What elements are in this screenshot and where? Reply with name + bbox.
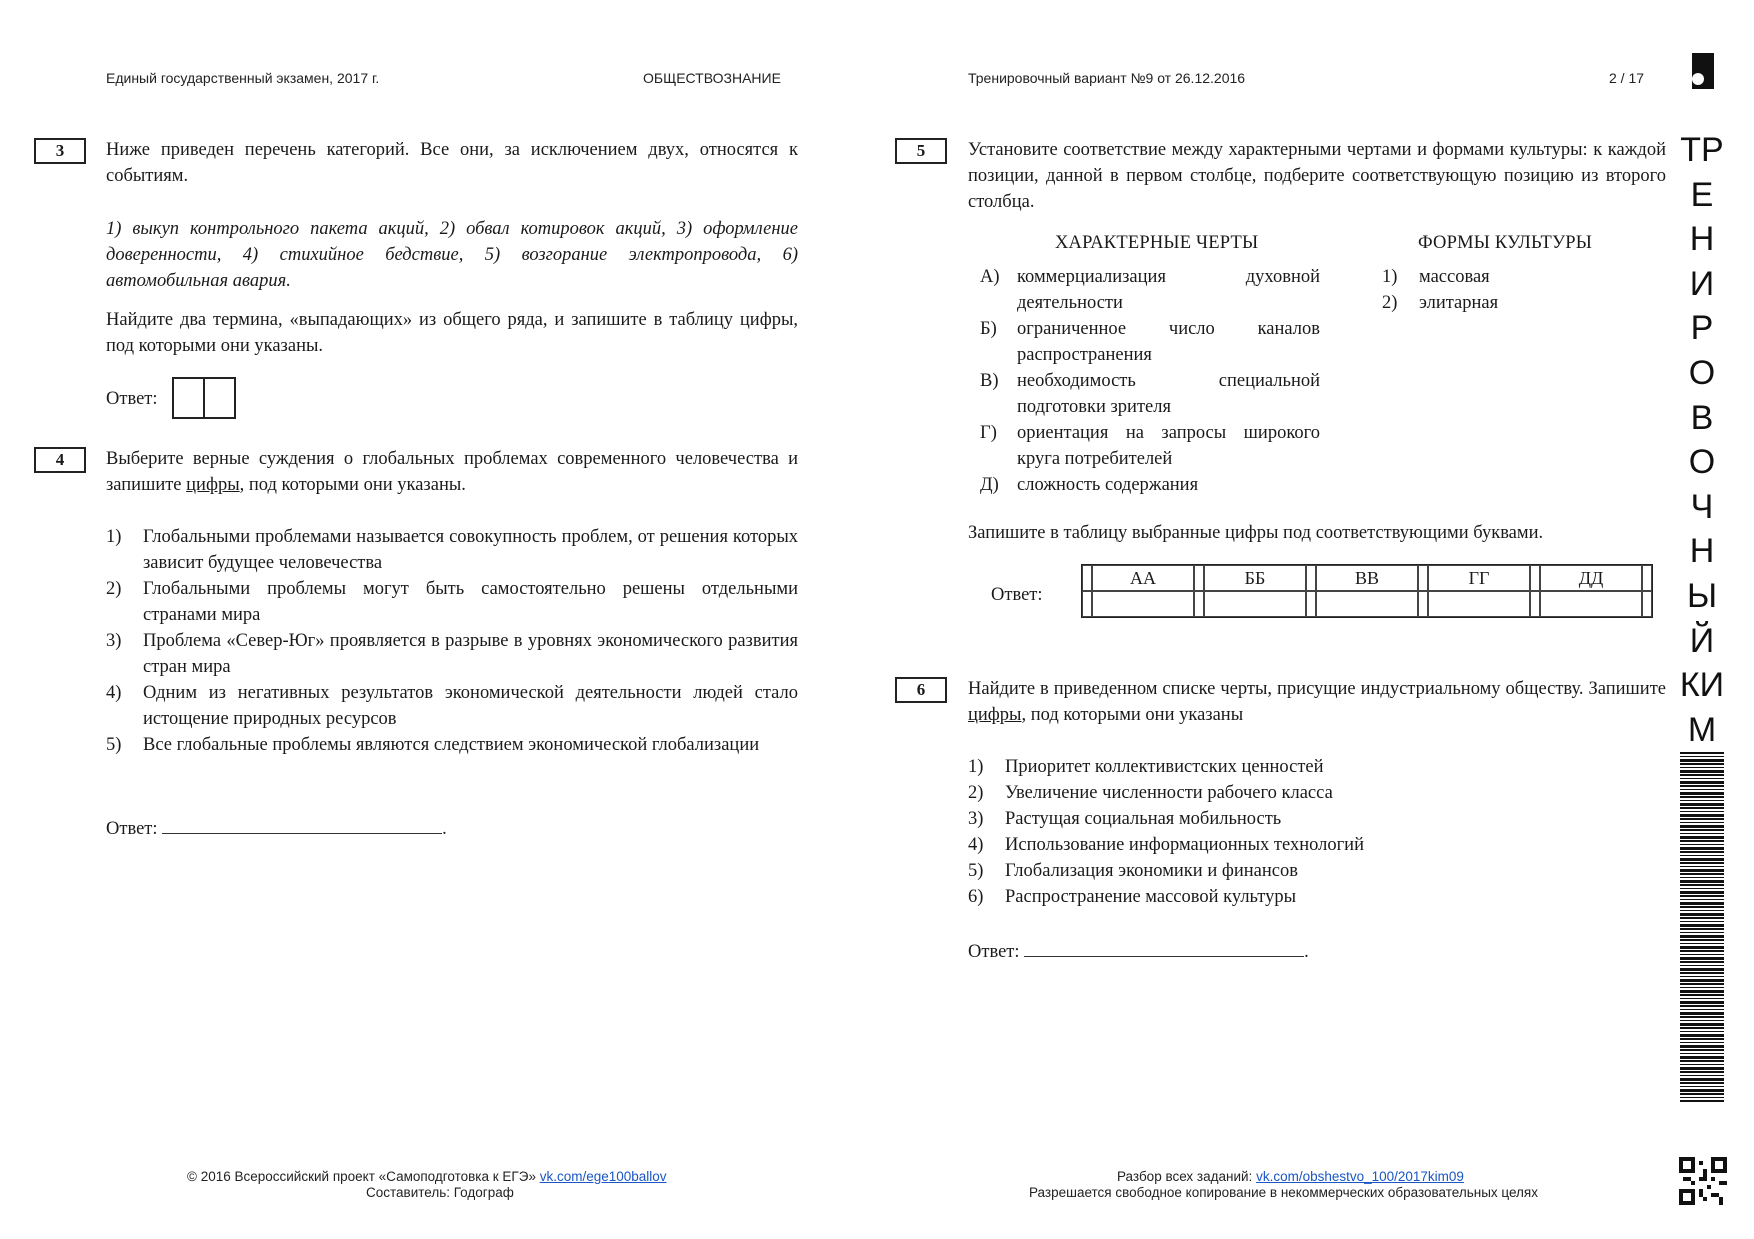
list-item-number: 5) bbox=[968, 861, 984, 881]
list-item bbox=[106, 732, 798, 758]
table-header: ВВ bbox=[1316, 565, 1418, 591]
footer-link-ege100ballov[interactable]: vk.com/ege100ballov bbox=[539, 1169, 667, 1184]
barcode bbox=[1680, 752, 1724, 1102]
task5-answer-table bbox=[1081, 564, 1653, 618]
table-header: АА bbox=[1092, 565, 1194, 591]
list-item-text: Увеличение численности рабочего класса bbox=[1005, 783, 1333, 803]
task6-digits-word: цифры bbox=[968, 705, 1022, 725]
list-item-text: Глобальными проблемы могут быть самостоятельно решены отдельными странами мира bbox=[143, 579, 798, 625]
watermark-letter: В bbox=[1690, 398, 1714, 437]
watermark-letter: Й bbox=[1689, 621, 1715, 660]
footer-link-analysis[interactable]: vk.com/obshestvo_100/2017kim09 bbox=[1256, 1169, 1464, 1184]
list-item-text: Все глобальные проблемы являются следствием экономической глобализации bbox=[143, 735, 760, 755]
list-item bbox=[1382, 290, 1622, 316]
watermark-letter: Р bbox=[1690, 309, 1714, 348]
task-number: 4 bbox=[34, 447, 86, 473]
list-item-number: А) bbox=[980, 267, 1000, 287]
list-item bbox=[980, 316, 1320, 368]
task4-answer-line: Ответ: . bbox=[106, 815, 447, 842]
watermark-letter: Ы bbox=[1686, 576, 1718, 615]
list-item-number: 3) bbox=[968, 809, 984, 829]
header-exam-title: Единый государственный экзамен, 2017 г. bbox=[106, 70, 380, 86]
header-page-number: 2 / 17 bbox=[1609, 70, 1645, 86]
list-item bbox=[106, 680, 798, 732]
list-item-text: коммерциализация духовной деятельности bbox=[1017, 267, 1320, 313]
answer-cell[interactable] bbox=[174, 379, 203, 417]
header-subject: ОБЩЕСТВОЗНАНИЕ bbox=[643, 70, 781, 86]
logo-icon bbox=[1688, 53, 1716, 89]
watermark-letter: КИ bbox=[1679, 666, 1725, 705]
list-item-text: Одним из негативных результатов экономической деятельности людей стало истощение природных ресурсов bbox=[143, 683, 798, 729]
list-item bbox=[106, 524, 798, 576]
answer-blank[interactable] bbox=[1024, 938, 1304, 957]
list-item bbox=[980, 368, 1320, 420]
list-item-text: Приоритет коллективистских ценностей bbox=[1005, 757, 1324, 777]
list-item-text: ограниченное число каналов распространения bbox=[1017, 319, 1320, 365]
answer-cell[interactable] bbox=[1092, 591, 1194, 617]
task6-answer-line: Ответ: . bbox=[968, 938, 1309, 965]
watermark-letter: Ч bbox=[1690, 487, 1714, 526]
list-item bbox=[968, 858, 1666, 884]
watermark-letter: Н bbox=[1689, 532, 1715, 571]
task-number: 5 bbox=[895, 138, 947, 164]
watermark-letter: ТР bbox=[1680, 131, 1724, 169]
list-item-text: Глобальными проблемами называется совокупность проблем, от решения которых зависит будущее человечества bbox=[143, 527, 798, 573]
watermark-letter: И bbox=[1689, 264, 1715, 303]
task3-answer-box[interactable] bbox=[172, 377, 236, 419]
list-item-text: Глобализация экономики и финансов bbox=[1005, 861, 1298, 881]
column-title-forms: ФОРМЫ КУЛЬТУРЫ bbox=[1418, 233, 1593, 253]
list-item-text: элитарная bbox=[1419, 293, 1499, 313]
answer-cell[interactable] bbox=[1316, 591, 1418, 617]
list-item bbox=[968, 780, 1666, 806]
footer-right-line1: Разбор всех заданий: vk.com/obshestvo_100/2017kim09 bbox=[1117, 1169, 1464, 1184]
list-item-number: 4) bbox=[968, 835, 984, 855]
watermark-letter: М bbox=[1687, 710, 1717, 749]
task4-question: Выберите верные суждения о глобальных проблемах современного человечества и запишите цифры, под которыми они указаны. bbox=[106, 449, 798, 495]
list-item bbox=[980, 420, 1320, 472]
answer-cell[interactable] bbox=[1204, 591, 1306, 617]
task3-terms-list: 1) выкуп контрольного пакета акций, 2) обвал котировок акций, 3) оформление доверенности, 4) стихийное бедствие, 5) возгорание электропровода, 6) автомобильная авария. bbox=[106, 219, 798, 291]
list-item bbox=[980, 472, 1320, 498]
answer-cell[interactable] bbox=[1540, 591, 1642, 617]
task5-question: Установите соответствие между характерными чертами и формами культуры: к каждой позиции, данной в первом столбце, подберите соответствующую позицию из второго столбца. bbox=[968, 140, 1666, 212]
list-item-number: 4) bbox=[106, 683, 122, 703]
footer-compiler: Составитель: Годограф bbox=[366, 1185, 514, 1200]
table-header: ГГ bbox=[1428, 565, 1530, 591]
list-item-text: Проблема «Север-Юг» проявляется в разрыве в уровнях экономического развития стран мира bbox=[143, 631, 798, 677]
list-item bbox=[106, 576, 798, 628]
task3-instruction: Найдите два термина, «выпадающих» из общего ряда, и запишите в таблицу цифры, под которыми они указаны. bbox=[106, 310, 798, 356]
list-item-number: Д) bbox=[980, 475, 999, 495]
list-item-number: Г) bbox=[980, 423, 997, 443]
answer-cell[interactable] bbox=[1428, 591, 1530, 617]
footer-left-line1: © 2016 Всероссийский проект «Самоподготовка к ЕГЭ» vk.com/ege100ballov bbox=[187, 1169, 667, 1184]
list-item-text: ориентация на запросы широкого круга потребителей bbox=[1017, 423, 1320, 469]
list-item-text: сложность содержания bbox=[1017, 475, 1199, 495]
list-item-text: Использование информационных технологий bbox=[1005, 835, 1364, 855]
watermark-letter: Н bbox=[1689, 220, 1715, 259]
list-item bbox=[106, 628, 798, 680]
list-item-number: 2) bbox=[106, 579, 122, 599]
watermark-letter: О bbox=[1688, 353, 1716, 392]
list-item-number: 5) bbox=[106, 735, 122, 755]
footer-copy-notice: Разрешается свободное копирование в некоммерческих образовательных целях bbox=[1029, 1185, 1538, 1200]
list-item-text: массовая bbox=[1419, 267, 1490, 287]
list-item-text: Распространение массовой культуры bbox=[1005, 887, 1297, 907]
features-list bbox=[980, 264, 1320, 498]
list-item-number: 2) bbox=[1382, 293, 1398, 313]
list-item bbox=[968, 832, 1666, 858]
task4-digits-word: цифры bbox=[186, 475, 240, 495]
list-item bbox=[968, 754, 1666, 780]
list-item bbox=[1382, 264, 1622, 290]
task5-instruction: Запишите в таблицу выбранные цифры под соответствующими буквами. bbox=[968, 523, 1544, 543]
list-item-number: 1) bbox=[106, 527, 122, 547]
task6-question: Найдите в приведенном списке черты, присущие индустриальному обществу. Запишите цифры, под которыми они указаны bbox=[968, 679, 1666, 725]
list-item-text: Растущая социальная мобильность bbox=[1005, 809, 1282, 829]
answer-blank[interactable] bbox=[162, 815, 442, 834]
list-item-number: 1) bbox=[968, 757, 984, 777]
list-item-number: 1) bbox=[1382, 267, 1398, 287]
task4-options-list bbox=[106, 524, 798, 758]
task-number: 3 bbox=[34, 138, 86, 164]
answer-label: Ответ: bbox=[106, 389, 158, 409]
list-item bbox=[980, 264, 1320, 316]
list-item bbox=[968, 806, 1666, 832]
answer-label: Ответ: bbox=[991, 585, 1043, 605]
header-variant: Тренировочный вариант №9 от 26.12.2016 bbox=[968, 70, 1246, 86]
table-header: ББ bbox=[1204, 565, 1306, 591]
watermark-letter: О bbox=[1688, 443, 1716, 482]
answer-cell[interactable] bbox=[203, 379, 234, 417]
list-item-text: необходимость специальной подготовки зрителя bbox=[1017, 371, 1320, 417]
task3-question: Ниже приведен перечень категорий. Все они, за исключением двух, относятся к событиям. bbox=[106, 140, 798, 186]
list-item bbox=[968, 884, 1666, 910]
list-item-number: В) bbox=[980, 371, 999, 391]
table-header: ДД bbox=[1540, 565, 1642, 591]
list-item-number: Б) bbox=[980, 319, 997, 339]
watermark-vertical bbox=[1672, 128, 1732, 752]
column-title-features: ХАРАКТЕРНЫЕ ЧЕРТЫ bbox=[1055, 233, 1259, 253]
qr-code-icon bbox=[1679, 1157, 1727, 1205]
list-item-number: 3) bbox=[106, 631, 122, 651]
forms-list bbox=[1382, 264, 1622, 316]
list-item-number: 2) bbox=[968, 783, 984, 803]
task6-options-list bbox=[968, 754, 1666, 910]
task-number: 6 bbox=[895, 677, 947, 703]
watermark-letter: Е bbox=[1690, 175, 1714, 214]
list-item-number: 6) bbox=[968, 887, 984, 907]
